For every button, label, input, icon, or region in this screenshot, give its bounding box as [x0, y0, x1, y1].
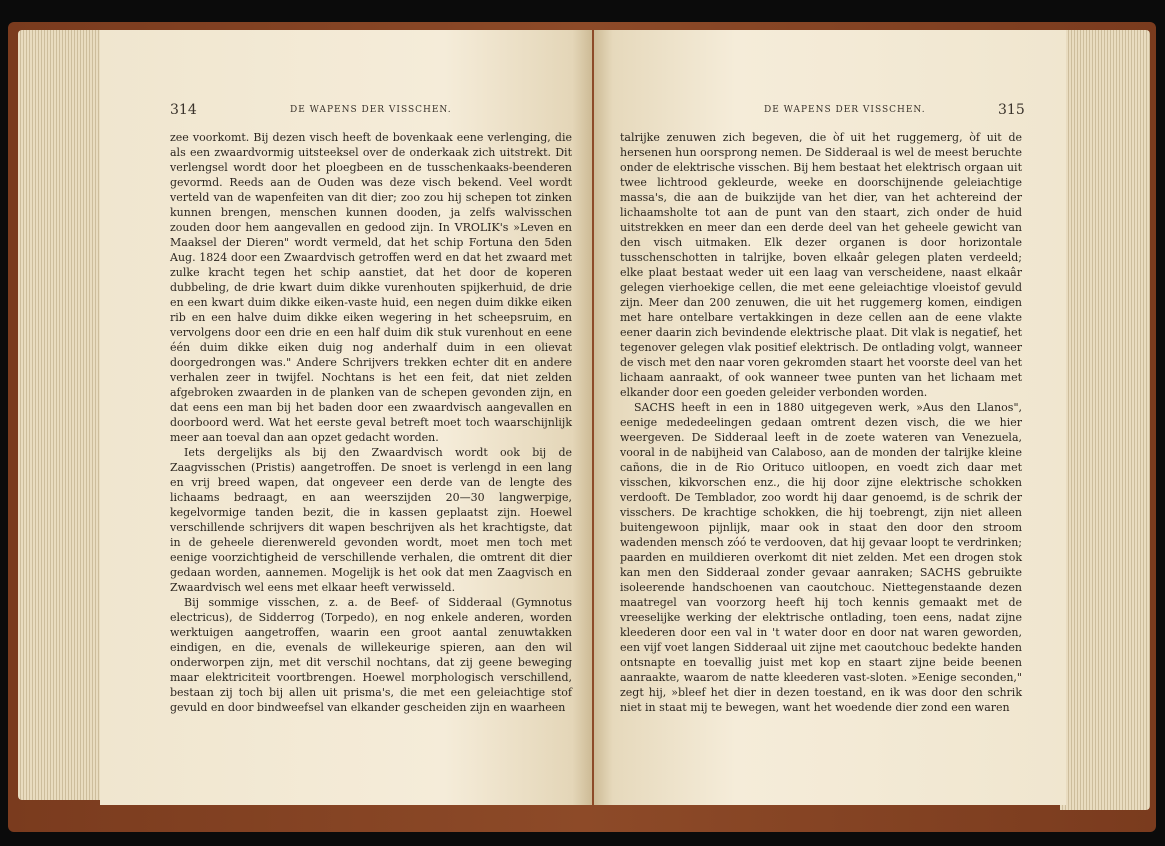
body-text-right — [620, 130, 1022, 715]
paragraph: Bij sommige visschen, z. a. de Beef- of Sidderaal (Gymnotus electricus), de Sidderrog (Torpedo), en nog enkele anderen, worden werktuigen aangetroffen, waarin een groot aantal zenuwtakken eindigen, en die, evenals de willekeurige spieren, aan den wil onderworpen zijn, met dit verschil nochtans, dat zij geene beweging maar elektriciteit voortbrengen. Hoewel morphologisch verschillend, bestaan zij toch bij allen uit prisma's, die met een geleiachtige stof gevuld en door bindweefsel van elkander gescheiden zijn en waarheen — [170, 596, 572, 714]
running-head-right: DE WAPENS DER VISSCHEN. — [764, 105, 926, 115]
page-stack-left — [18, 30, 108, 800]
paragraph: SACHS heeft in een in 1880 uitgegeven werk, »Aus den Llanos", eenige mededeelingen gedaan omtrent dezen visch, die we hier weergeven. De Sidderaal leeft in de zoete wateren van Venezuela, vooral in de nabijheid van Calaboso, aan de monden der talrijke kleine cañons, die in de Rio Orituco uitloopen, en voedt zich daar met visschen, kikvorschen enz., die hij door zijne elektrische schokken verdooft. De Temblador, zoo wordt hij daar genoemd, is de schrik der visschers. De krachtige schokken, die hij toebrengt, zijn niet alleen buitengewoon pijnlijk, maar ook in staat den door den stroom wadenden mensch zóó te verdooven, dat hij gevaar loopt te verdrinken; paarden en muildieren overkomt dit niet zelden. Met een drogen stok kan men den Sidderaal zonder gevaar aanraken; SACHS gebruikte isoleerende handschoenen van caoutchouc. Niettegenstaande dezen maatregel van voorzorg heeft hij toch kennis gemaakt met de vreeselijke werking der elektrische ontlading, toen eens, nadat zijne kleederen door een val in 't water door en door nat waren geworden, een vijf voet langen Sidderaal uit zijne met caoutchouc bedekte handen ontsnapte en toevallig juist met kop en staart zijne beide beenen aanraakte, waarom de natte kleederen vast-sloten. »Eenige seconden," zegt hij, »bleef het dier in dezen toestand, en ik was door den schrik niet in staat mij te bewegen, want het woedende dier zond een waren — [620, 401, 1022, 714]
page-number-left: 314 — [170, 102, 197, 118]
running-head-left: DE WAPENS DER VISSCHEN. — [290, 105, 452, 115]
left-page — [100, 30, 592, 805]
right-page — [594, 30, 1066, 805]
paragraph: talrijke zenuwen zich begeven, die òf uit het ruggemerg, òf uit de hersenen hun oorsprong nemen. De Sidderaal is wel de meest beruchte onder de elektrische visschen. Bij hem bestaat het elektrisch orgaan uit twee lichtrood gekleurde, weeke en doorschijnende geleiachtige massa's, die aan de buikzijde van het dier, van het achtereind der lichaamsholte tot aan de punt van den staart, zich onder de huid uitstrekken en meer dan een derde deel van het geheele gewicht van den visch uitmaken. Elk dezer organen is door horizontale tusschenschotten in talrijke, boven elkaâr gelegen platen verdeeld; elke plaat bestaat weder uit een laag van verscheidene, naast elkaâr gelegen vierhoekige cellen, die met eene geleiachtige vloeistof gevuld zijn. Meer dan 200 zenuwen, die uit het ruggemerg komen, eindigen met hare ontelbare vertakkingen in deze cellen aan de eene vlakte eener daarin zich bevindende elektrische plaat. Dit vlak is negatief, het tegenover gelegen vlak positief elektrisch. De ontlading volgt, wanneer de visch met den naar voren gekromden staart het voorste deel van het lichaam aanraakt, of ook wanneer twee punten van het lichaam met elkander door een goeden geleider verbonden worden. — [620, 131, 1022, 399]
paragraph: Iets dergelijks als bij den Zwaardvisch wordt ook bij de Zaagvisschen (Pristis) aangetroffen. De snoet is verlengd in een lang en vrij breed wapen, dat ongeveer een derde van de lengte des lichaams bedraagt, en aan weerszijden 20—30 langwerpige, kegelvormige tanden bezit, die in kassen geplaatst zijn. Hoewel verschillende schrijvers dit wapen beschrijven als het krachtigste, dat in de geheele dierenwereld gevonden wordt, moet men toch met eenige voorzichtigheid de verschillende verhalen, die omtrent dit dier gedaan worden, aannemen. Mogelijk is het ook dat men Zaagvisch en Zwaardvisch wel eens met elkaar heeft verwisseld. — [170, 446, 572, 594]
paragraph: zee voorkomt. Bij dezen visch heeft de bovenkaak eene verlenging, die als een zwaardvormig uitsteeksel over de onderkaak zich uitstrekt. Dit verlengsel wordt door het ploegbeen en de tusschenkaaks-beenderen gevormd. Reeds aan de Ouden was deze visch bekend. Veel wordt verteld van de wapenfeiten van dit dier; zoo zou hij schepen tot zinken kunnen brengen, menschen kunnen dooden, ja zelfs walvisschen zouden door hem aangevallen en gedood zijn. In VROLIK's »Leven en Maaksel der Dieren" wordt vermeld, dat het schip Fortuna den 5den Aug. 1824 door een Zwaardvisch getroffen werd en dat het zwaard met zulke kracht tegen het schip aanstiet, dat het door de koperen dubbeling, de drie kwart duim dikke vurenhouten spijkerhuid, de drie en een kwart duim dikke eiken-vaste huid, een negen duim dikke eiken rib en een halve duim dikke eiken wegering in het scheepsruim, en vervolgens door een drie en een half duim dik stuk vurenhout en eene één duim dikke eiken duig nog anderhalf duim in een olievat doorgedrongen was." Andere Schrijvers trekken echter dit en andere verhalen zeer in twijfel. Nochtans is het een feit, dat niet zelden afgebroken zwaarden in de planken van de schepen gevonden zijn, en dat eens een man bij het baden door een zwaardvisch aangevallen en doorboord werd. Wat het eerste geval betreft moet toch waarschijnlijk meer aan toeval dan aan opzet gedacht worden. — [170, 131, 572, 444]
body-text-left — [170, 130, 572, 715]
page-stack-right — [1060, 30, 1150, 810]
page-number-right: 315 — [998, 102, 1025, 118]
